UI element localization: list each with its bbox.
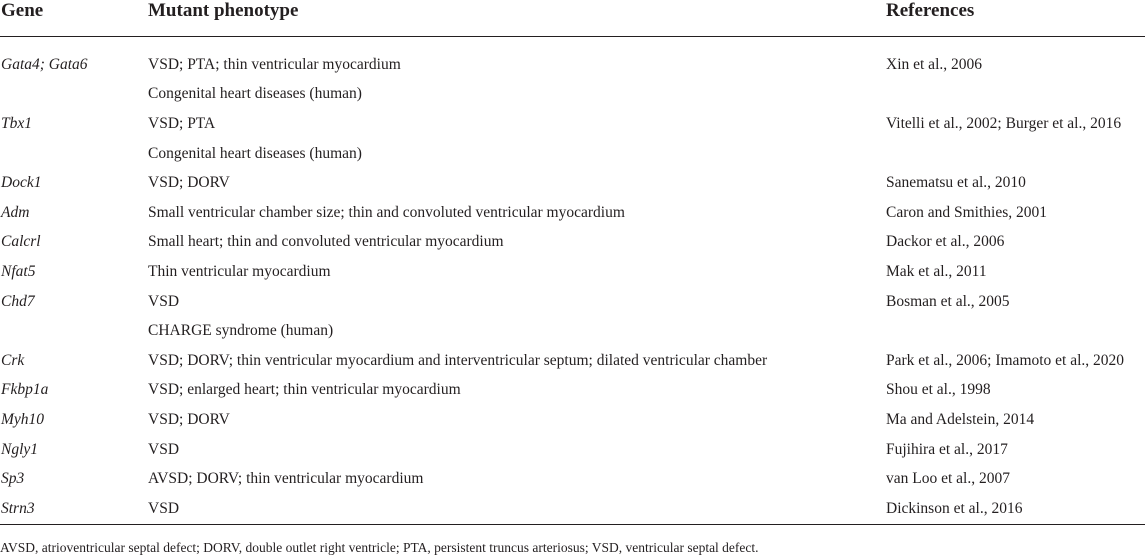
column-header-gene: Gene (1, 0, 44, 21)
cell-gene: Strn3 (1, 499, 35, 517)
table-row (0, 50, 1145, 80)
cell-reference: Bosman et al., 2005 (886, 292, 1010, 310)
cell-reference: Dackor et al., 2006 (886, 233, 1005, 251)
table-row (0, 494, 1145, 524)
cell-reference: Fujihira et al., 2017 (886, 440, 1008, 458)
cell-reference: Sanematsu et al., 2010 (886, 174, 1026, 192)
cell-reference: Vitelli et al., 2002; Burger et al., 2016 (886, 114, 1122, 132)
table-row (0, 228, 1145, 258)
table-body (0, 37, 1145, 525)
cell-phenotype: CHARGE syndrome (human) (148, 322, 334, 340)
table-row (0, 287, 1145, 317)
cell-gene (0, 316, 148, 346)
table-row (0, 346, 1145, 376)
table-row (0, 139, 1145, 169)
cell-gene: Crk (1, 351, 25, 369)
cell-phenotype: VSD (148, 440, 180, 458)
cell-phenotype: VSD; enlarged heart; thin ventricular myocardium (148, 381, 461, 399)
cell-reference: van Loo et al., 2007 (886, 470, 1010, 488)
cell-gene: Chd7 (1, 292, 35, 310)
cell-phenotype: Congenital heart diseases (human) (148, 85, 362, 103)
cell-gene: Sp3 (1, 470, 25, 488)
table-row (0, 464, 1145, 494)
cell-phenotype: AVSD; DORV; thin ventricular myocardium (148, 470, 424, 488)
table-footnote: AVSD, atrioventricular septal defect; DORV, double outlet right ventricle; PTA, persistent truncus arteriosus; VSD, ventricular septal defect. (0, 540, 759, 555)
table-row (0, 80, 1145, 110)
cell-phenotype: VSD (148, 292, 180, 310)
cell-gene: Gata4; Gata6 (1, 55, 88, 73)
table-row (0, 257, 1145, 287)
table-row (0, 376, 1145, 406)
table-row (0, 435, 1145, 465)
cell-gene: Fkbp1a (1, 381, 49, 399)
cell-gene: Adm (1, 203, 30, 221)
cell-reference: Mak et al., 2011 (886, 262, 987, 280)
cell-reference: Shou et al., 1998 (886, 381, 991, 399)
cell-phenotype: VSD; PTA (148, 114, 216, 132)
cell-reference: Ma and Adelstein, 2014 (886, 410, 1035, 428)
cell-reference: Park et al., 2006; Imamoto et al., 2020 (886, 351, 1125, 369)
table-row (0, 168, 1145, 198)
cell-phenotype: Congenital heart diseases (human) (148, 144, 362, 162)
cell-reference (886, 316, 1145, 346)
cell-reference: Xin et al., 2006 (886, 55, 982, 73)
cell-gene: Dock1 (1, 174, 42, 192)
table-row (0, 405, 1145, 435)
cell-gene: Ngly1 (1, 440, 39, 458)
table-row (0, 198, 1145, 228)
cell-phenotype: VSD; DORV (148, 410, 230, 428)
header-spacer-row (0, 37, 1145, 51)
cell-gene (0, 139, 148, 169)
column-header-references: References (886, 0, 975, 21)
cell-phenotype: VSD; DORV; thin ventricular myocardium and interventricular septum; dilated ventricular chamber (148, 351, 768, 369)
column-header-phenotype: Mutant phenotype (148, 0, 299, 21)
cell-reference (886, 80, 1145, 110)
cell-phenotype: Thin ventricular myocardium (148, 262, 331, 280)
cell-gene (0, 80, 148, 110)
cell-gene: Myh10 (1, 410, 45, 428)
cell-phenotype: VSD; PTA; thin ventricular myocardium (148, 55, 401, 73)
cell-phenotype: VSD; DORV (148, 174, 230, 192)
table-row (0, 316, 1145, 346)
table-row (0, 109, 1145, 139)
cell-reference: Dickinson et al., 2016 (886, 499, 1023, 517)
cell-phenotype: Small ventricular chamber size; thin and convoluted ventricular myocardium (148, 203, 625, 221)
cell-gene: Nfat5 (1, 262, 36, 280)
cell-reference (886, 139, 1145, 169)
table-header-row (0, 0, 1145, 37)
cell-phenotype: Small heart; thin and convoluted ventricular myocardium (148, 233, 504, 251)
cell-reference: Caron and Smithies, 2001 (886, 203, 1048, 221)
cell-gene: Calcrl (1, 233, 41, 251)
cell-phenotype: VSD (148, 499, 180, 517)
cell-gene: Tbx1 (1, 114, 32, 132)
